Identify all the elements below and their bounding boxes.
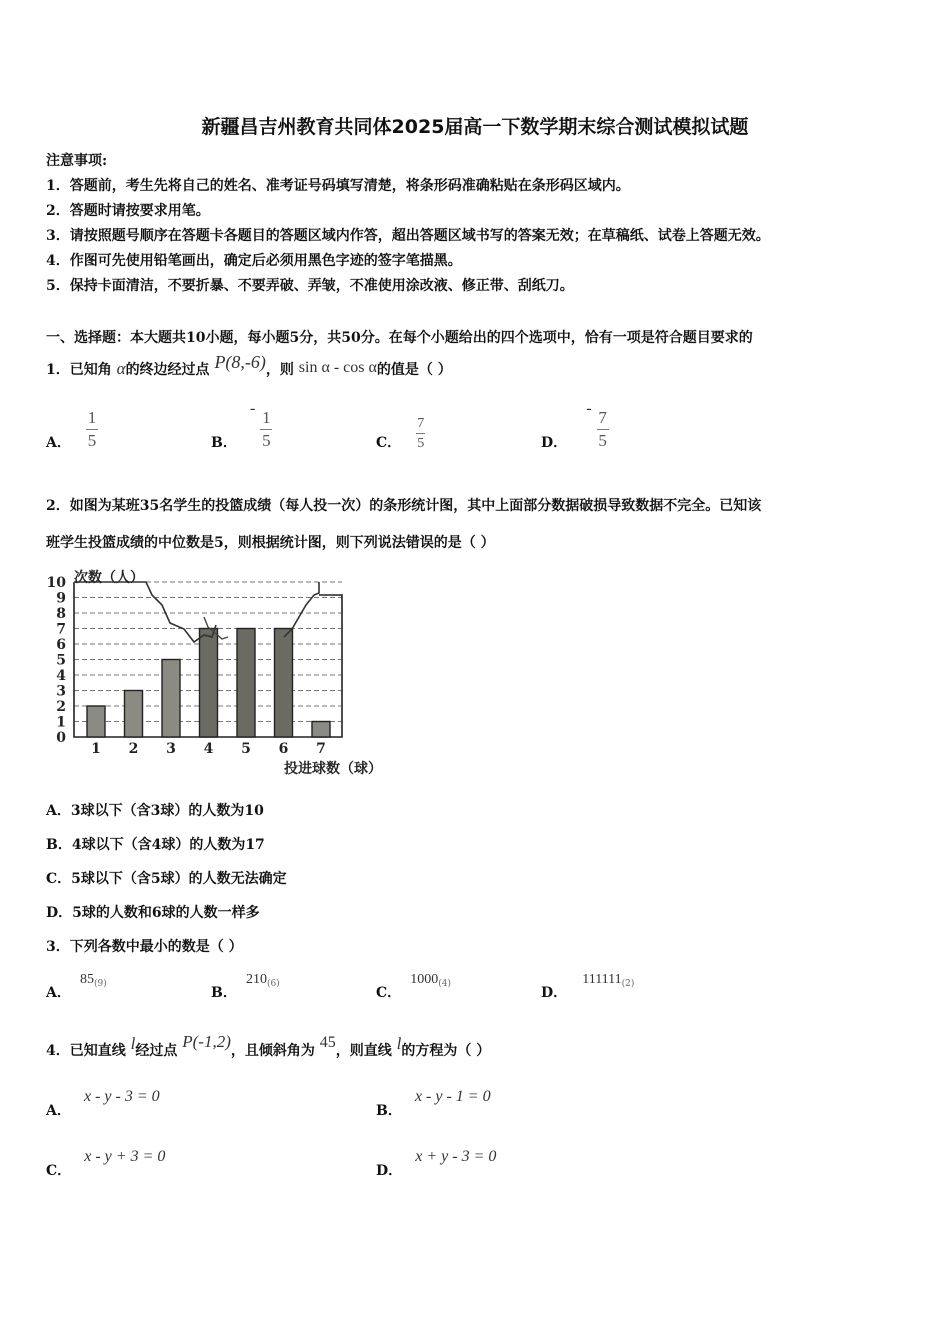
option-a[interactable]: A．3球以下（含3球）的人数为10 xyxy=(46,803,264,819)
fraction: $\frac{7}{5}$ xyxy=(598,408,607,450)
page-title: 新疆昌吉州教育共同体2025届高一下数学期末综合测试模拟试题 xyxy=(201,116,749,138)
bar-chart xyxy=(44,565,404,785)
question-text: 的值是（ ） xyxy=(376,362,452,378)
option-c[interactable]: C． $1000_{(4)}$ xyxy=(376,972,451,1001)
question-2-line2: 班学生投篮成绩的中位数是5，则根据统计图，则下列说法错误的是（ ） xyxy=(46,535,495,551)
bar-5 xyxy=(237,629,255,738)
option-a[interactable]: A． x - y - 3 = 0 xyxy=(46,1088,160,1119)
bar-6 xyxy=(275,629,293,738)
angle-value: 45 xyxy=(319,1034,336,1051)
y-tick-label: 5 xyxy=(56,652,66,669)
chart-y-label: 次数（人） xyxy=(74,570,144,586)
y-tick-label: 9 xyxy=(56,590,66,607)
question-number: 4． xyxy=(46,1043,70,1059)
point-expression: P(8,-6) xyxy=(214,352,266,372)
question-2-line1: 2．如图为某班35名学生的投篮成绩（每人投一次）的条形统计图，其中上面部分数据破损导致数据不完全。已知该 xyxy=(46,498,762,514)
question-number: 3． xyxy=(46,939,70,955)
chart-x-ticks xyxy=(91,741,326,757)
y-tick-label: 8 xyxy=(56,606,66,622)
x-tick-label: 2 xyxy=(128,741,139,757)
option-c[interactable]: C．5球以下（含5球）的人数无法确定 xyxy=(46,871,287,887)
y-tick-label: 0 xyxy=(56,730,66,746)
option-c[interactable]: C． $\frac{7}{5}$ xyxy=(376,416,425,451)
notice-item: 4．作图可先使用铅笔画出，确定后必须用黑色字迹的签字笔描黑。 xyxy=(46,253,462,269)
option-a[interactable]: A． $\frac{1}{5}$ xyxy=(46,408,97,451)
point-expression: P(-1,2) xyxy=(182,1032,231,1051)
y-tick-label: 3 xyxy=(56,683,66,700)
option-d[interactable]: D． - $\frac{7}{5}$ xyxy=(541,400,607,451)
bar-4 xyxy=(200,629,218,738)
line-symbol: l xyxy=(396,1034,402,1053)
bar-3 xyxy=(162,660,180,738)
x-tick-label: 4 xyxy=(203,741,214,757)
question-number: 1． xyxy=(46,362,70,378)
chart-y-ticks xyxy=(47,575,67,746)
y-tick-label: 1 xyxy=(56,714,66,731)
y-tick-label: 6 xyxy=(56,637,66,653)
option-d[interactable]: D． $111111_{(2)}$ xyxy=(541,972,635,1001)
bar-2 xyxy=(125,691,143,738)
trig-expression: sin α - cos α xyxy=(298,359,377,376)
question-text: 的终边经过点 xyxy=(125,362,210,378)
option-b[interactable]: B． x - y - 1 = 0 xyxy=(376,1088,491,1119)
question-number: 2． xyxy=(46,498,70,514)
notice-item: 2．答题时请按要求用笔。 xyxy=(46,203,210,219)
bar-7 xyxy=(312,722,330,738)
chart-x-label: 投进球数（球） xyxy=(284,761,382,777)
option-d[interactable]: D．5球的人数和6球的人数一样多 xyxy=(46,905,260,921)
fraction: $\frac{1}{5}$ xyxy=(87,408,97,450)
option-d[interactable]: D． x + y - 3 = 0 xyxy=(376,1148,497,1179)
option-b[interactable]: B． - $\frac{1}{5}$ xyxy=(211,400,271,451)
y-tick-label: 10 xyxy=(46,575,66,591)
option-a[interactable]: A． $85_{(9)}$ xyxy=(46,972,107,1001)
fraction: $\frac{1}{5}$ xyxy=(262,408,271,450)
question-text: 已知角 xyxy=(69,362,112,378)
alpha-symbol: α xyxy=(116,359,126,378)
torn-edge-left xyxy=(74,582,216,642)
bar-1 xyxy=(87,706,105,737)
x-tick-label: 7 xyxy=(316,741,326,757)
option-b[interactable]: B．4球以下（含4球）的人数为17 xyxy=(46,837,265,853)
x-tick-label: 5 xyxy=(241,741,251,757)
fraction: $\frac{7}{5}$ xyxy=(417,416,425,451)
y-tick-label: 7 xyxy=(56,621,66,638)
option-b[interactable]: B． $210_{(6)}$ xyxy=(211,972,280,1001)
line-symbol: l xyxy=(130,1034,136,1053)
y-tick-label: 2 xyxy=(56,699,66,715)
notice-item: 5．保持卡面清洁，不要折暴、不要弄破、弄皱，不准使用涂改液、修正带、刮纸刀。 xyxy=(46,278,574,294)
x-tick-label: 1 xyxy=(91,741,101,757)
notice-item: 3．请按照题号顺序在答题卡各题目的答题区域内作答，超出答题区域书写的答案无效；在草稿纸、试卷上答题无效。 xyxy=(46,228,770,244)
x-tick-label: 6 xyxy=(278,741,289,757)
notice-item: 1．答题前，考生先将自己的姓名、准考证号码填写清楚，将条形码准确粘贴在条形码区域内。 xyxy=(46,178,630,194)
y-tick-label: 4 xyxy=(56,668,66,684)
section-heading: 一、选择题：本大题共10小题，每小题5分，共50分。在每个小题给出的四个选项中，恰有一项是符合题目要求的 xyxy=(46,330,753,346)
x-tick-label: 3 xyxy=(166,741,176,757)
question-text: ，则 xyxy=(265,362,294,378)
question-3: 3．下列各数中最小的数是（ ） xyxy=(46,939,243,955)
notice-heading: 注意事项: xyxy=(46,153,108,169)
option-c[interactable]: C． x - y + 3 = 0 xyxy=(46,1148,166,1179)
question-4: 4．已知直线 l经过点 P(-1,2)，且倾斜角为 45，则直线 l的方程为（ ） xyxy=(46,1032,491,1059)
chart-bars xyxy=(87,629,330,738)
question-1 xyxy=(46,352,452,379)
